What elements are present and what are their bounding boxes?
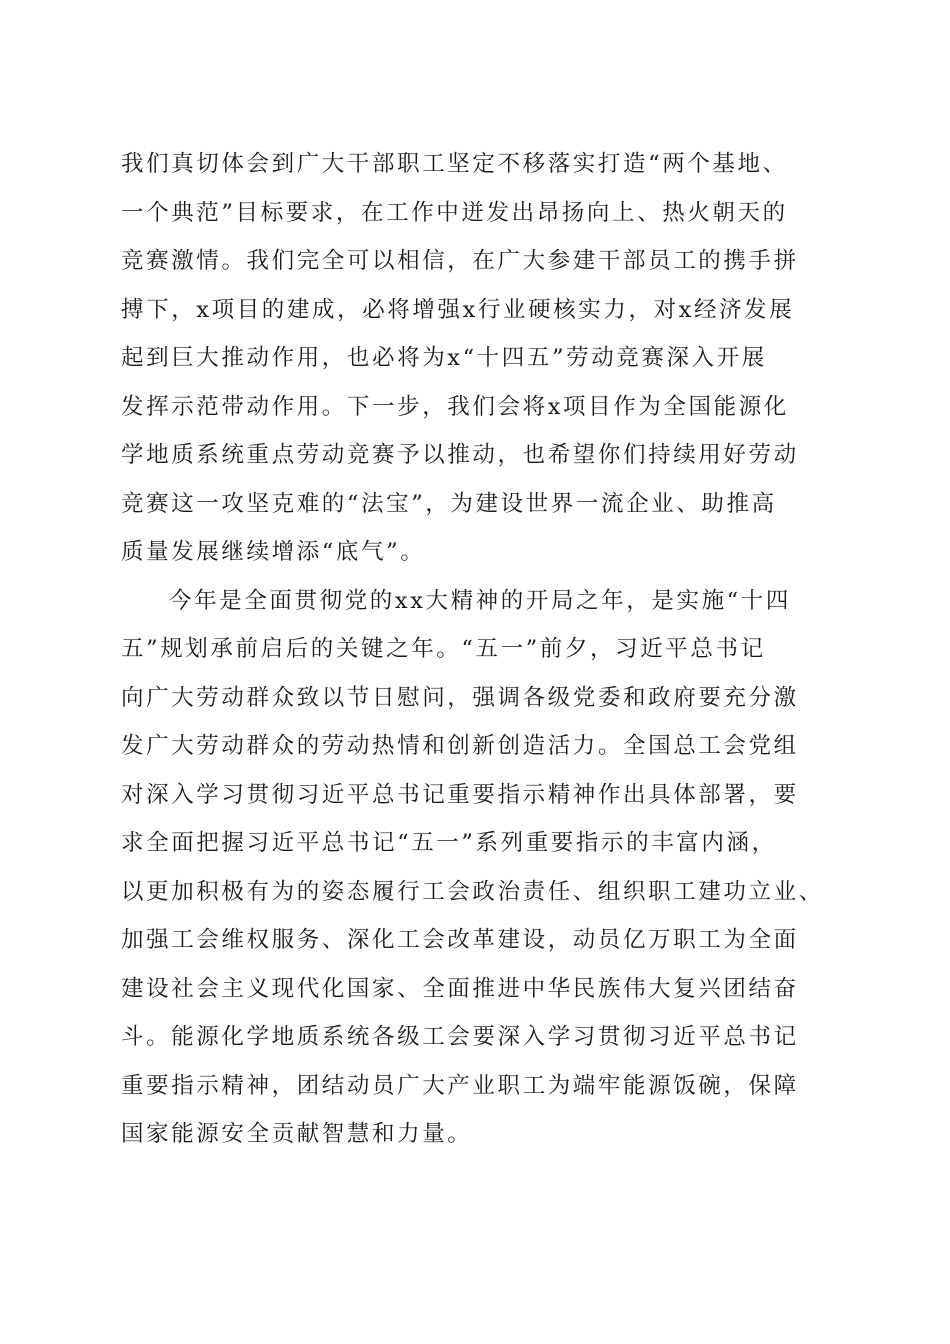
document-body — [121, 140, 841, 1159]
text-line: 国家能源安全贡献智慧和力量。 — [121, 1121, 473, 1147]
text-line: 竞赛激情。我们完全可以相信，在广大参建干部员工的携手拼 — [121, 248, 799, 274]
paragraph-1 — [121, 140, 841, 577]
text-line: 以更加积极有为的姿态履行工会政治责任、组织职工建功立业、 — [121, 878, 824, 905]
paragraph-2 — [121, 577, 841, 1159]
text-line: 向广大劳动群众致以节日慰问，强调各级党委和政府要充分激 — [121, 684, 799, 711]
text-line: 加强工会维权服务、深化工会改革建设，动员亿万职工为全面 — [121, 927, 799, 953]
text-line: 斗。能源化学地质系统各级工会要深入学习贯彻习近平总书记 — [121, 1024, 799, 1050]
text-line: 发挥示范带动作用。下一步，我们会将x项目作为全国能源化 — [121, 393, 789, 420]
text-line: 我们真切体会到广大干部职工坚定不移落实打造“两个基地、 — [121, 151, 788, 177]
text-line: 起到巨大推动作用，也必将为x“十四五”劳动竞赛深入开展 — [121, 345, 767, 371]
text-line: 今年是全面贯彻党的xx大精神的开局之年，是实施“十四 — [169, 587, 791, 614]
text-line: 重要指示精神，团结动员广大产业职工为端牢能源饭碗，保障 — [121, 1072, 799, 1099]
text-line: 求全面把握习近平总书记“五一”系列重要指示的丰富内涵， — [121, 830, 777, 856]
text-line: 质量发展继续增添“底气”。 — [121, 539, 426, 565]
text-line: 五”规划承前启后的关键之年。“五一”前夕，习近平总书记 — [121, 636, 766, 662]
text-line: 对深入学习贯彻习近平总书记重要指示精神作出具体部署，要 — [121, 781, 799, 808]
text-line: 建设社会主义现代化国家、全面推进中华民族伟大复兴团结奋 — [121, 975, 799, 1002]
text-line: 搏下，x项目的建成，必将增强x行业硬核实力，对x经济发展 — [121, 296, 795, 323]
text-line: 学地质系统重点劳动竞赛予以推动，也希望你们持续用好劳动 — [121, 442, 799, 468]
text-line: 竞赛这一攻坚克难的“法宝”，为建设世界一流企业、助推高 — [121, 490, 777, 517]
text-line: 发广大劳动群众的劳动热情和创新创造活力。全国总工会党组 — [121, 733, 799, 759]
text-line: 一个典范”目标要求，在工作中迸发出昂扬向上、热火朝天的 — [121, 199, 788, 226]
